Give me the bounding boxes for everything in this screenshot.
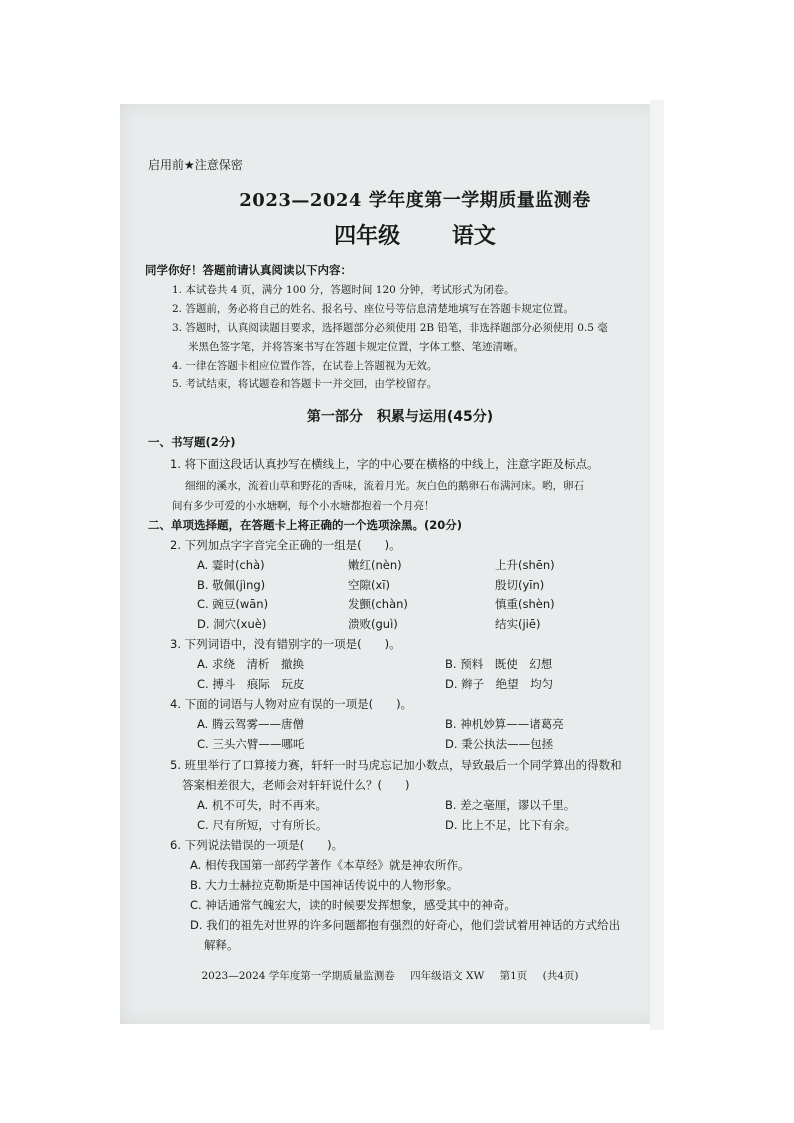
question-2: 2. 下列加点字字音完全正确的一组是( )。 xyxy=(170,538,401,552)
option: C. 三头六臂——哪吒 xyxy=(197,737,305,751)
option: D. 我们的祖先对世界的许多问题都抱有强烈的好奇心，他们尝试着用神话的方式给出 xyxy=(190,918,621,932)
option: B. 差之毫厘，谬以千里。 xyxy=(445,798,576,812)
option: C. 尺有所短，寸有所长。 xyxy=(197,818,328,832)
option: C. 神话通常气魄宏大，读的时候要发挥想象，感受其中的神奇。 xyxy=(190,898,516,912)
section-heading: 一、书写题(2分) xyxy=(148,435,236,449)
copy-passage-line: 间有多少可爱的小水塘啊，每个小水塘都抱着一个月亮！ xyxy=(172,501,435,512)
copy-passage-line: 细细的溪水，流着山草和野花的香味，流着月光。灰白色的鹅卵石布满河床。哟，卵石 xyxy=(185,481,584,492)
option: D. 辫子 绝望 均匀 xyxy=(445,677,554,691)
option-cell: C. 豌豆(wān) xyxy=(197,597,269,611)
instruction-item: 米黑色签字笔，并将答案书写在答题卡规定位置，字体工整、笔迹清晰。 xyxy=(188,341,524,353)
question-1: 1. 将下面这段话认真抄写在横线上，字的中心要在横格的中线上，注意字距及标点。 xyxy=(170,457,599,471)
confidential-label: 启用前★注意保密 xyxy=(148,158,243,172)
option: A. 机不可失，时不再来。 xyxy=(197,798,327,812)
option-cell: 上升(shēn) xyxy=(495,558,555,572)
instructions-greeting: 同学你好！答题前请认真阅读以下内容： xyxy=(145,263,352,277)
footer-code: 四年级语文 XW xyxy=(410,970,485,982)
question-5-cont: 答案相差很大，老师会对轩轩说什么？( ) xyxy=(182,778,410,792)
instruction-item: 5. 考试结束，将试题卷和答题卡一并交回，由学校留存。 xyxy=(172,378,438,390)
option-cell: 慎重(shèn) xyxy=(495,597,555,611)
option-cell: 结实(jiē) xyxy=(495,617,541,631)
exam-subtitle xyxy=(120,219,710,250)
question-4: 4. 下面的词语与人物对应有误的一项是( )。 xyxy=(170,697,413,711)
footer-page: 第1页 xyxy=(499,970,528,982)
page-footer xyxy=(120,968,660,983)
subject-label: 语文 xyxy=(451,223,496,249)
option: A. 腾云驾雾——唐僧 xyxy=(197,717,304,731)
option: C. 搏斗 痕际 玩皮 xyxy=(197,677,305,691)
option: A. 求绕 清析 撤换 xyxy=(197,657,304,671)
part-title: 第一部分 积累与运用(45分) xyxy=(306,409,494,425)
grade-label: 四年级 xyxy=(334,223,401,249)
instruction-item: 3. 答题时，认真阅读题目要求，选择题部分必须使用 2B 铅笔，非选择题部分必须使用 0.5 毫 xyxy=(172,322,608,334)
instruction-item: 1. 本试卷共 4 页，满分 100 分，答题时间 120 分钟，考试形式为闭卷。 xyxy=(172,284,515,296)
footer-exam: 2023—2024 学年度第一学期质量监测卷 xyxy=(201,970,395,982)
option-cell: 嫩红(nèn) xyxy=(348,558,402,572)
instruction-item: 4. 一律在答题卡相应位置作答，在试卷上答题视为无效。 xyxy=(172,360,438,372)
option-cell: 殷切(yīn) xyxy=(495,578,545,592)
option: B. 预料 既使 幻想 xyxy=(445,657,553,671)
option: D. 比上不足，比下有余。 xyxy=(445,818,577,832)
question-3: 3. 下列词语中，没有错别字的一项是( )。 xyxy=(170,637,401,651)
option: B. 神机妙算——诸葛亮 xyxy=(445,717,564,731)
option: A. 相传我国第一部药学著作《本草经》就是神农所作。 xyxy=(190,858,470,872)
question-5: 5. 班里举行了口算接力赛，轩轩一时马虎忘记加小数点，导致最后一个同学算出的得数和 xyxy=(170,758,622,772)
option-cell: A. 霎时(chà) xyxy=(197,558,265,572)
option-cell: D. 洞穴(xuè) xyxy=(197,617,267,631)
option-cell: B. 敬佩(jìng) xyxy=(197,578,266,592)
option-cell: 发颤(chàn) xyxy=(348,597,408,611)
option: D. 秉公执法——包拯 xyxy=(445,737,554,751)
exam-title: 2023—2024 学年度第一学期质量监测卷 xyxy=(239,190,591,211)
option: B. 大力士赫拉克勒斯是中国神话传说中的人物形象。 xyxy=(190,878,459,892)
section-heading: 二、单项选择题，在答题卡上将正确的一个选项涂黑。(20分) xyxy=(148,518,463,532)
option-cell: 空隙(xī) xyxy=(348,578,390,592)
footer-total: (共4页) xyxy=(542,970,579,982)
option-cell: 溃败(guì) xyxy=(348,617,398,631)
question-6: 6. 下列说法错误的一项是( )。 xyxy=(170,838,344,852)
option-cont: 解释。 xyxy=(204,938,239,952)
instruction-item: 2. 答题前，务必将自己的姓名、报名号、座位号等信息清楚地填写在答题卡规定位置。 xyxy=(172,303,574,315)
